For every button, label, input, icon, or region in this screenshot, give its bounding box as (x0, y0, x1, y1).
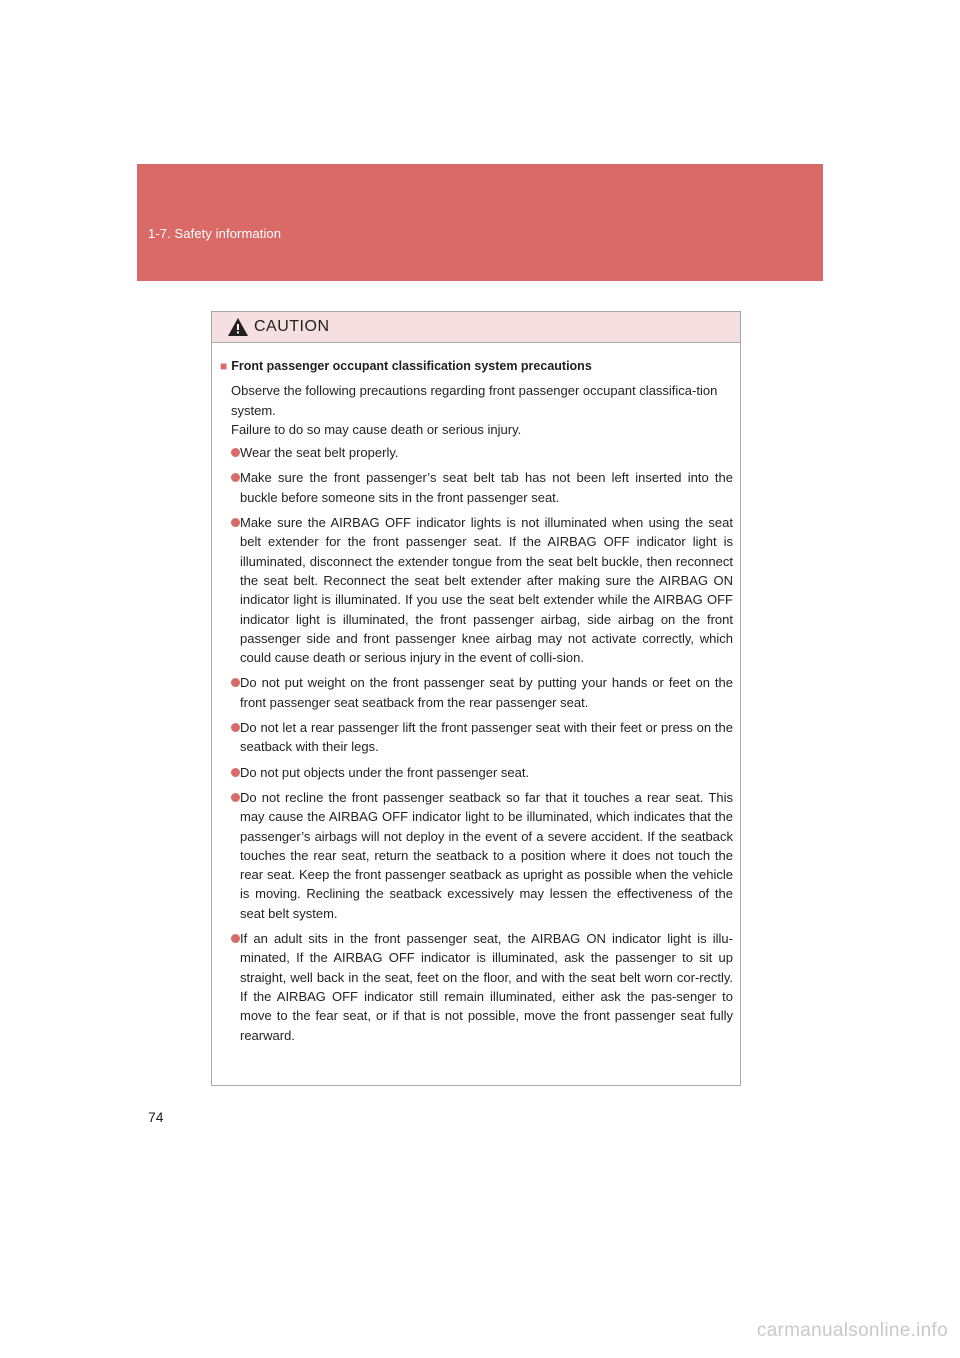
list-item (220, 929, 733, 1045)
page-number: 74 (148, 1109, 164, 1125)
square-bullet-icon: ■ (220, 359, 228, 373)
list-item-text: Make sure the front passenger’s seat belt tab has not been left inserted into the buckle before someone sits in the front passenger seat. (240, 470, 733, 505)
caution-body (212, 343, 740, 1045)
list-item (220, 673, 733, 712)
list-item-text: Do not recline the front passenger seatback so far that it touches a rear seat. This may cause the AIRBAG OFF indicator light to be illuminated, which indicates that the passenger’s airbags will not deploy in the event of a severe accident. If the seatback touches the rear seat, return the seatback to a position where it does not touch the rear seat. Keep the front passenger seatback as upright as possible when the vehicle is moving. Reclining the seatback excessively may lessen the effectiveness of the seat belt system. (240, 789, 733, 921)
bullet-dot-icon (231, 768, 240, 777)
caution-title: CAUTION (254, 318, 330, 335)
list-item-text: Make sure the AIRBAG OFF indicator lights is not illuminated when using the seat belt extender for the front passenger seat. If the AIRBAG OFF indicator light is illuminated, disconnect the extender tongue from the seat belt buckle, then reconnect the seat belt. Reconnect the seat belt extender after making sure the AIRBAG ON indicator light is illuminated. If you use the seat belt extender while the AIRBAG OFF indicator light is illuminated, the front passenger airbag, side airbag on the front passenger side and front passenger knee airbag may not activate correctly, which could cause death or serious injury in the event of colli-sion. (240, 515, 733, 666)
list-item-text: If an adult sits in the front passenger seat, the AIRBAG ON indicator light is illu-minated, If the AIRBAG OFF indicator is illuminated, ask the passenger to sit up straight, well back in the seat, feet on the floor, and with the seat belt worn cor-rectly. If the AIRBAG OFF indicator still remain illuminated, either ask the pas-senger to move to the fear seat, or if that is not possible, move the front passenger seat fully rearward. (240, 931, 733, 1043)
list-item-text: Do not put objects under the front passenger seat. (240, 764, 530, 780)
caution-subheading (220, 357, 733, 376)
section-title: 1-7. Safety information (148, 226, 282, 241)
list-item (220, 468, 733, 507)
caution-header (212, 312, 740, 343)
bullet-dot-icon (231, 723, 240, 732)
bullet-dot-icon (231, 473, 240, 482)
list-item (220, 788, 733, 923)
intro-line: Observe the following precautions regarding front passenger occupant classifica-tion system. (231, 383, 718, 418)
bullet-dot-icon (231, 793, 240, 802)
intro-line: Failure to do so may cause death or serious injury. (231, 421, 522, 437)
bullet-dot-icon (231, 448, 240, 457)
intro-paragraph (220, 381, 733, 439)
list-item-text: Do not put weight on the front passenger seat by putting your hands or feet on the front passenger seat seatback from the rear passenger seat. (240, 675, 733, 710)
bullet-dot-icon (231, 518, 240, 527)
subheading-text: Front passenger occupant classification system precautions (231, 359, 592, 373)
watermark: carmanualsonline.info (756, 1320, 948, 1341)
caution-box (211, 311, 741, 1086)
bullet-dot-icon (231, 934, 240, 943)
list-item-text: Do not let a rear passenger lift the front passenger seat with their feet or press on the seatback with their legs. (240, 720, 733, 755)
list-item-text: Wear the seat belt properly. (240, 445, 399, 461)
warning-triangle-icon (227, 317, 249, 337)
list-item (220, 763, 733, 782)
list-item (220, 718, 733, 757)
list-item (220, 513, 733, 667)
header-band (137, 164, 823, 281)
list-item (220, 443, 733, 462)
bullet-dot-icon (231, 678, 240, 687)
precautions-list (220, 443, 733, 1045)
